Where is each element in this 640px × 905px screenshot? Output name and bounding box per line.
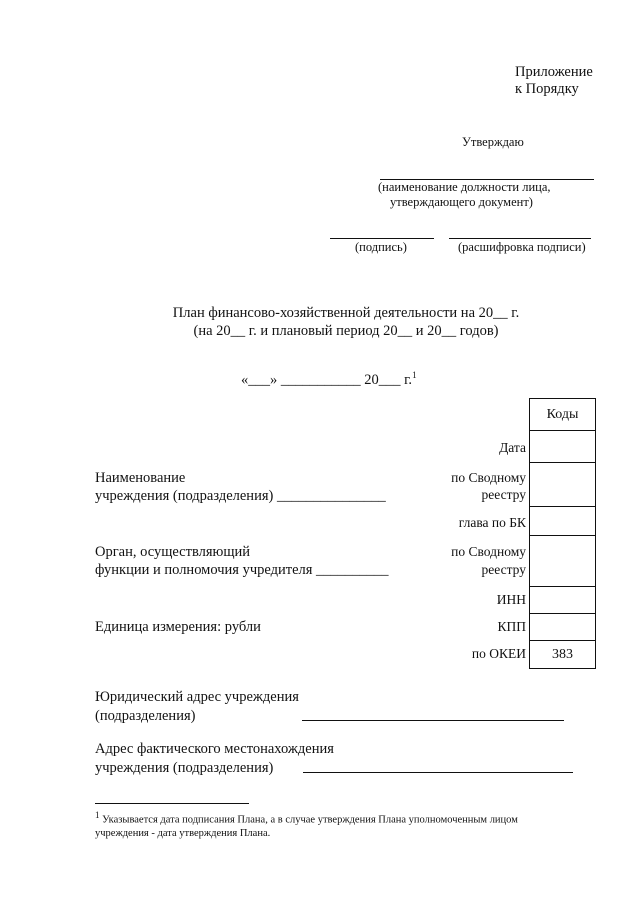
- footnote-mark-bottom: 1: [95, 810, 100, 820]
- codes-header: Коды: [530, 399, 596, 431]
- label-okei: по ОКЕИ: [471, 646, 526, 661]
- label-svod2-b: реестру: [481, 562, 526, 577]
- footnote-text-2: учреждения - дата утверждения Плана.: [95, 828, 271, 839]
- codes-table: [529, 398, 596, 669]
- actual-address-label-2: учреждения (подразделения): [95, 760, 274, 776]
- decode-line: [449, 238, 591, 239]
- founder-label-2: функции и полномочия учредителя __________: [95, 562, 389, 578]
- signature-line: [330, 238, 434, 239]
- signature-caption: (подпись): [355, 240, 407, 254]
- plan-date-line: [241, 370, 417, 389]
- footnote-line-1: [95, 810, 518, 826]
- label-svod2-a: по Сводному: [451, 544, 526, 559]
- footnote-separator: [95, 803, 249, 804]
- code-okei-cell: 383: [530, 641, 596, 669]
- code-date-cell: [530, 431, 596, 463]
- code-svod1-cell: [530, 463, 596, 507]
- unit-label: Единица измерения: рубли: [95, 619, 261, 635]
- code-svod2-cell: [530, 536, 596, 587]
- actual-address-label-1: Адрес фактического местонахождения: [95, 741, 334, 757]
- label-svod1-b: реестру: [481, 487, 526, 502]
- code-bk-cell: [530, 507, 596, 536]
- code-inn-cell: [530, 587, 596, 614]
- legal-address-line: [302, 720, 564, 721]
- approve-title: Утверждаю: [462, 135, 524, 149]
- actual-address-line: [303, 772, 573, 773]
- label-date: Дата: [499, 440, 526, 455]
- institution-label-2: учреждения (подразделения) _______________: [95, 488, 386, 504]
- institution-label-1: Наименование: [95, 470, 186, 486]
- legal-address-label-1: Юридический адрес учреждения: [95, 689, 299, 705]
- label-inn: ИНН: [496, 592, 526, 607]
- footnote-text-1: Указывается дата подписания Плана, а в случае утверждения Плана уполномоченным лицом: [102, 814, 518, 826]
- appendix-line-2: к Порядку: [515, 81, 579, 97]
- appendix-line-1: Приложение: [515, 64, 593, 80]
- label-kpp: КПП: [497, 619, 526, 634]
- legal-address-label-2: (подразделения): [95, 708, 196, 724]
- label-bk: глава по БК: [458, 515, 526, 530]
- footnote-mark: 1: [412, 370, 417, 380]
- label-svod1-a: по Сводному: [451, 470, 526, 485]
- plan-title-1: План финансово-хозяйственной деятельности на 20__ г.: [172, 305, 520, 321]
- code-kpp-cell: [530, 614, 596, 641]
- founder-label-1: Орган, осуществляющий: [95, 544, 251, 560]
- decode-caption: (расшифровка подписи): [458, 240, 586, 254]
- plan-date-text: «___» ___________ 20___ г.: [241, 371, 413, 388]
- plan-title-2: (на 20__ г. и плановый период 20__ и 20__ годов): [193, 323, 499, 339]
- position-caption-2: утверждающего документ): [390, 195, 533, 209]
- position-caption-1: (наименование должности лица,: [378, 180, 551, 194]
